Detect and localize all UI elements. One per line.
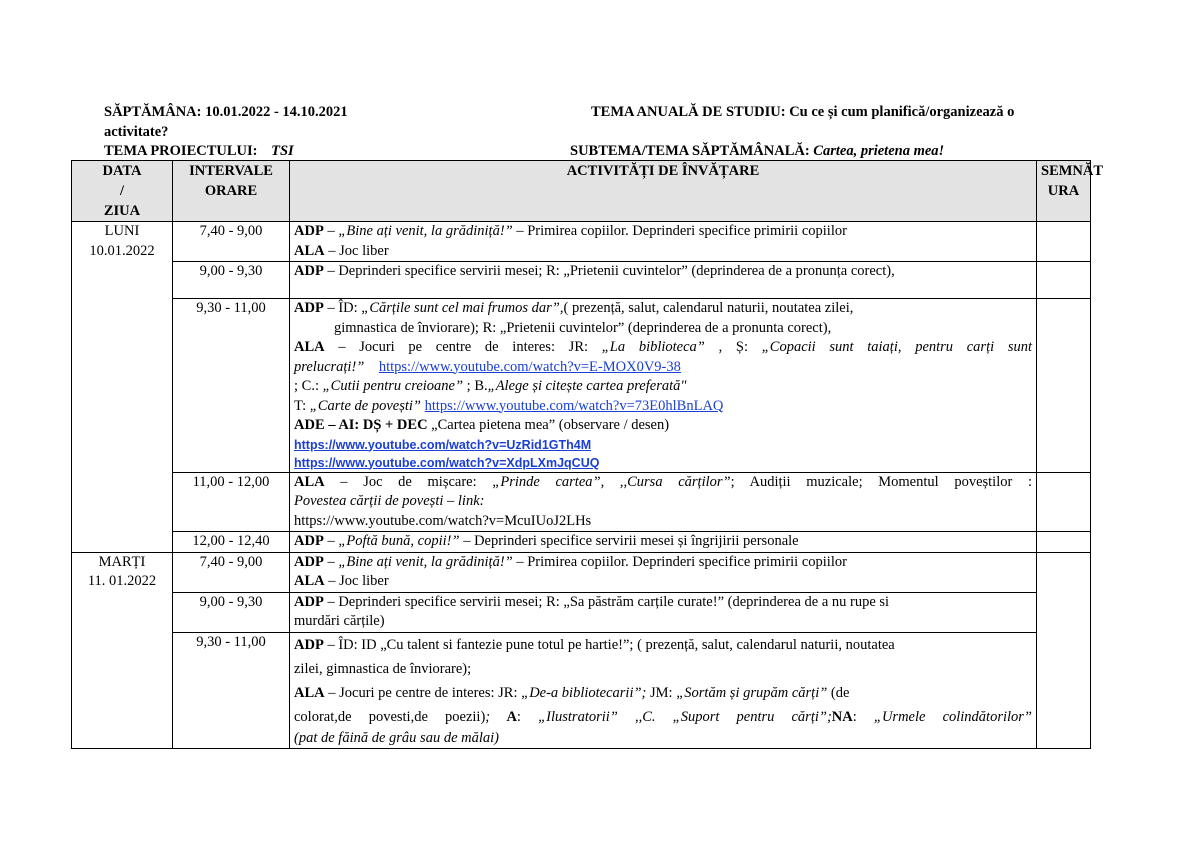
day-name: LUNI: [104, 223, 140, 239]
activity-cell: [290, 592, 1037, 632]
activity-text: – Primirea copiilor. Deprinderi specifice primirii copiilor: [512, 223, 847, 239]
signature-cell[interactable]: [1037, 472, 1091, 532]
activity-text: (de: [827, 684, 850, 701]
video-link[interactable]: https://www.youtube.com/watch?v=73E0hlBnLAQ: [424, 397, 724, 414]
activity-text: ; C.:: [294, 378, 323, 394]
day-cell-tuesday: [72, 552, 173, 748]
activity-text: – Jocuri pe centre de interes: JR:: [324, 339, 602, 355]
table-row: [72, 532, 1091, 553]
activity-code: ADE – AI: DȘ + DEC: [294, 417, 428, 433]
activity-code: ADP: [294, 300, 324, 316]
activity-code: ADP: [294, 553, 324, 570]
activity-code: ALA: [294, 242, 325, 259]
activity-text: :: [516, 708, 539, 725]
time-cell: 9,00 - 9,30: [173, 262, 290, 299]
header-text: DATA: [102, 163, 142, 179]
activity-line: [294, 705, 1032, 729]
video-link[interactable]: https://www.youtube.com/watch?v=XdpLXmJqCUQ: [294, 455, 600, 470]
time-cell: 7,40 - 9,00: [173, 552, 290, 592]
activity-text: ; Audiții muzicale; Momentul poveștilor :: [730, 473, 1032, 490]
activity-line: zilei, gimnastica de înviorare);: [294, 660, 472, 677]
activity-title: „Cărțile sunt cel mai frumos dar”,: [361, 300, 564, 316]
activity-code: ADP: [294, 593, 324, 610]
activity-title: ;: [485, 708, 491, 725]
signature-cell[interactable]: [1037, 532, 1091, 553]
day-date: 11. 01.2022: [87, 573, 157, 589]
activity-title: „Alege și citește cartea preferată": [487, 378, 687, 394]
time-cell: 12,00 - 12,40: [173, 532, 290, 553]
activity-line: [294, 593, 1032, 613]
subtheme: [570, 141, 944, 161]
signature-cell[interactable]: [1037, 299, 1091, 473]
activity-title: „Sortăm și grupăm cărți”: [676, 684, 828, 701]
column-header-time: [173, 161, 290, 222]
table-row: [72, 592, 1091, 632]
subtheme-label: SUBTEMA/TEMA SĂPTĂMÂNALĂ:: [570, 143, 810, 159]
subtheme-value: Cartea, prietena mea!: [813, 143, 945, 159]
activity-cell: [290, 472, 1037, 532]
activity-text: – ÎD: ID „Cu talent si fantezie pune totul pe hartie!”; ( prezență, salut, calendarul naturii, noutatea: [323, 636, 895, 653]
activity-code: NA: [831, 708, 853, 725]
activity-title: „Poftă bună, copii!”: [338, 533, 460, 549]
header-text: /: [119, 183, 125, 199]
activity-line: [294, 416, 1032, 436]
activity-text: – Joc de mișcare:: [324, 473, 493, 490]
header-text: INTERVALE: [189, 163, 273, 179]
time-cell: 7,40 - 9,00: [173, 222, 290, 262]
activity-text: – ÎD:: [323, 300, 362, 316]
activity-text: –: [323, 223, 339, 239]
activity-text: – Deprinderi specifice servirii mesei; R: „Prietenii cuvintelor” (deprinderea de a pronunța corect),: [323, 263, 895, 279]
time-cell: 9,00 - 9,30: [173, 592, 290, 632]
day-cell-monday: [72, 222, 173, 553]
activity-code: ADP: [294, 223, 324, 239]
activity-cell: [290, 532, 1037, 553]
week-label: SĂPTĂMÂNA: 10.01.2022 - 14.10.2021: [104, 104, 348, 120]
activity-cell: [290, 262, 1037, 299]
day-name: MARȚI: [98, 553, 146, 570]
table-row: [72, 472, 1091, 532]
activity-line: [294, 242, 1032, 262]
table-header-row: [72, 161, 1091, 222]
activity-title: „Copacii sunt taiați, pentru carți sunt: [761, 339, 1033, 355]
table-row: [72, 552, 1091, 592]
activity-text: – Deprinderi specifice servirii mesei și îngrijirii personale: [459, 533, 799, 549]
activity-text: – Joc liber: [324, 573, 389, 589]
activity-cell: [290, 222, 1037, 262]
header-text: ZIUA: [103, 203, 141, 219]
activity-code: ADP: [294, 636, 324, 653]
activity-code: A: [490, 708, 517, 725]
annual-theme-continuation: activitate?: [104, 124, 169, 140]
annual-theme: TEMA ANUALĂ DE STUDIU: Cu ce și cum planifică/organizează o: [591, 104, 1015, 120]
activity-title: „Ilustratorii” ,,C. „Suport pentru cărți”;: [538, 708, 832, 725]
activity-line: [294, 473, 1032, 493]
activity-text: – Jocuri pe centre de interes: JR:: [324, 684, 522, 701]
activity-text: ( prezență, salut, calendarul naturii, noutatea zilei,: [563, 300, 854, 316]
activity-text: – Primirea copiilor. Deprinderi specifice primirii copiilor: [512, 553, 847, 570]
video-link[interactable]: https://www.youtube.com/watch?v=UzRid1GTh4M: [294, 437, 592, 452]
activity-text: :: [852, 708, 874, 725]
activity-line: murdări cărțile): [294, 613, 385, 629]
signature-cell[interactable]: [1037, 262, 1091, 299]
signature-cell[interactable]: [1037, 552, 1091, 748]
header-text: SEMNĂT: [1041, 163, 1104, 179]
project-theme-label: TEMA PROIECTULUI:: [104, 143, 258, 159]
column-header-date-day: [72, 161, 173, 222]
activity-line: [294, 532, 1032, 552]
activity-line: [294, 454, 1032, 472]
activity-title: „Urmele colindătorilor”: [873, 708, 1032, 725]
activity-title: „De-a bibliotecarii”;: [521, 684, 647, 701]
activity-text: – Deprinderi specifice servirii mesei; R: „Sa păstrăm carțile curate!” (deprinderea de a nu rupe si: [323, 593, 890, 610]
project-theme: [104, 141, 294, 161]
activity-text: , Ș:: [704, 339, 762, 355]
header-text: URA: [1047, 183, 1080, 199]
column-header-activities: ACTIVITĂȚI DE ÎNVĂȚARE: [290, 161, 1037, 222]
activity-code: ALA: [294, 339, 325, 355]
schedule-table: [71, 160, 1104, 749]
activity-text: –: [323, 553, 339, 570]
table-row: [72, 262, 1091, 299]
project-theme-value: TSI: [271, 143, 294, 159]
activity-title: „La biblioteca”: [601, 339, 705, 355]
activity-line: gimnastica de înviorare); R: „Prietenii cuvintelor” (deprinderea de a pronunta corect),: [334, 319, 832, 336]
activity-line: [294, 358, 1032, 378]
activity-code: ADP: [294, 533, 324, 549]
activity-code: ALA: [294, 573, 325, 589]
activity-text: JM:: [646, 684, 677, 701]
activity-line: [294, 553, 1032, 573]
activity-line: [294, 222, 1032, 242]
activity-line: [294, 377, 1032, 397]
time-cell: 9,30 - 11,00: [173, 632, 290, 748]
activity-line: (pat de făină de grâu sau de mălai): [294, 729, 499, 746]
activity-line: [294, 633, 1032, 657]
activity-line: [294, 397, 1032, 417]
activity-line: [294, 436, 1032, 454]
activity-line: [294, 338, 1032, 358]
activity-text: –: [323, 533, 339, 549]
activity-line: https://www.youtube.com/watch?v=McuIUoJ2LHs: [294, 512, 592, 529]
activity-code: ALA: [294, 473, 325, 490]
table-row: [72, 632, 1091, 748]
activity-cell: [290, 632, 1037, 748]
activity-text: colorat,de povesti,de poezii): [294, 708, 486, 725]
signature-cell[interactable]: [1037, 222, 1091, 262]
activity-title: „Bine ați venit, la grădiniță!”: [338, 553, 513, 570]
activity-cell: [290, 552, 1037, 592]
table-row: [72, 299, 1091, 473]
table-row: [72, 222, 1091, 262]
activity-line: [294, 681, 1032, 705]
activity-title: „Bine ați venit, la grădiniță!”: [338, 223, 513, 239]
activity-text: ; B.: [463, 378, 488, 394]
activity-code: ALA: [294, 684, 325, 701]
time-cell: 11,00 - 12,00: [173, 472, 290, 532]
day-date: 10.01.2022: [89, 242, 155, 259]
activity-line: [294, 262, 1032, 282]
activity-title: „Carte de povești”: [309, 397, 421, 414]
activity-line: Povestea cărții de povești – link:: [294, 493, 485, 509]
activity-title: „Cutii pentru creioane”: [322, 378, 464, 394]
header-text: ORARE: [204, 183, 258, 199]
time-cell: 9,30 - 11,00: [173, 299, 290, 473]
activity-text: T:: [294, 397, 310, 414]
activity-line: [294, 299, 1032, 319]
activity-text: „Cartea pietena mea” (observare / desen): [427, 417, 670, 433]
activity-title: „Prinde cartea”, ,,Cursa cărților”: [492, 473, 731, 490]
activity-title: prelucrați!”: [294, 358, 365, 375]
column-header-signature: [1037, 161, 1104, 222]
activity-line: [294, 572, 1032, 592]
activity-code: ADP: [294, 263, 324, 279]
video-link[interactable]: https://www.youtube.com/watch?v=E-MOX0V9-38: [378, 358, 681, 375]
activity-text: – Joc liber: [324, 242, 389, 259]
activity-cell: [290, 299, 1037, 473]
